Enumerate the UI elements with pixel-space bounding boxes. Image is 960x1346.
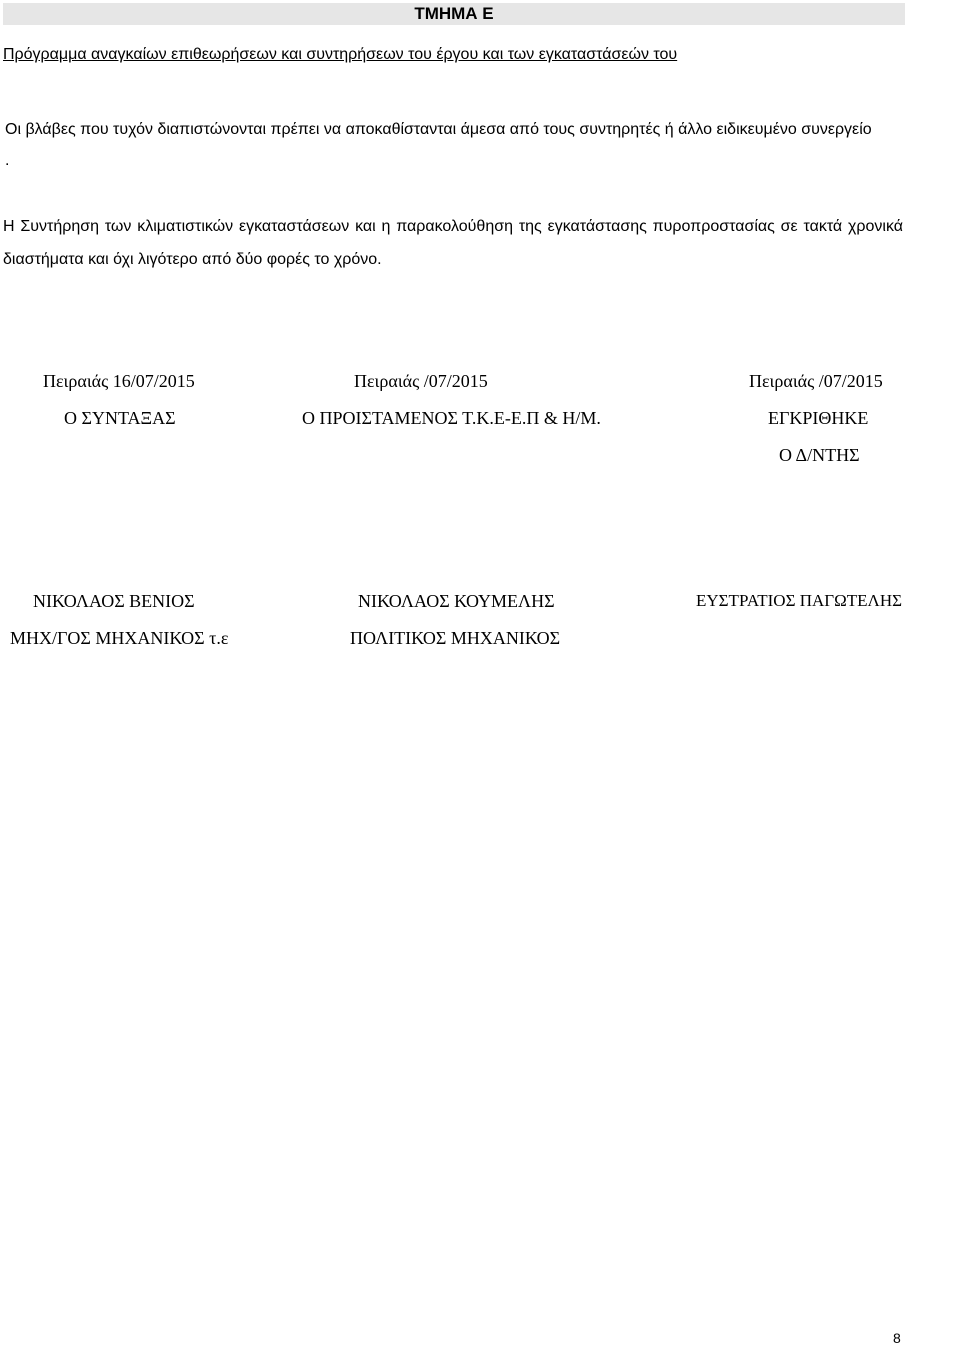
page-number: 8 (893, 1330, 901, 1346)
left-role: Ο ΣΥΝΤΑΞΑΣ (64, 408, 176, 428)
center-name: ΝΙΚΟΛΑΟΣ ΚΟΥΜΕΛΗΣ (358, 591, 555, 611)
left-title: ΜΗΧ/ΓΟΣ ΜΗΧΑΝΙΚΟΣ τ.ε (10, 628, 229, 648)
section-header: ΤΜΗΜΑ Ε (3, 3, 905, 25)
paragraph-repairs: Οι βλάβες που τυχόν διαπιστώνονται πρέπει να αποκαθίστανται άμεσα από τους συντηρητές ή άλλο ειδικευμένο συνεργείο . (5, 121, 872, 169)
center-title: ΠΟΛΙΤΙΚΟΣ ΜΗΧΑΝΙΚΟΣ (350, 628, 561, 648)
program-title: Πρόγραμμα αναγκαίων επιθεωρήσεων και συντηρήσεων του έργου και των εγκαταστάσεών του (3, 46, 678, 63)
center-date-line: Πειραιάς /07/2015 (354, 371, 488, 391)
center-role: Ο ΠΡΟΙΣΤΑΜΕΝΟΣ Τ.Κ.Ε-Ε.Π & Η/Μ. (302, 408, 601, 428)
paragraph-maintenance: Η Συντήρηση των κλιματιστικών εγκαταστάσεων και η παρακολούθηση της εγκατάστασης πυροπροστασίας σε τακτά χρονικά διαστήματα και όχι λιγότερο από δύο φορές το χρόνο. (3, 218, 903, 268)
right-role: Ο Δ/ΝΤΗΣ (779, 445, 860, 465)
right-approval: ΕΓΚΡΙΘΗΚΕ (768, 408, 869, 428)
left-date-line: Πειραιάς 16/07/2015 (43, 371, 195, 391)
right-name: ΕΥΣΤΡΑΤΙΟΣ ΠΑΓΩΤΕΛΗΣ (696, 591, 903, 610)
right-date-line: Πειραιάς /07/2015 (749, 371, 883, 391)
left-name: ΝΙΚΟΛΑΟΣ ΒΕΝΙΟΣ (33, 591, 195, 611)
